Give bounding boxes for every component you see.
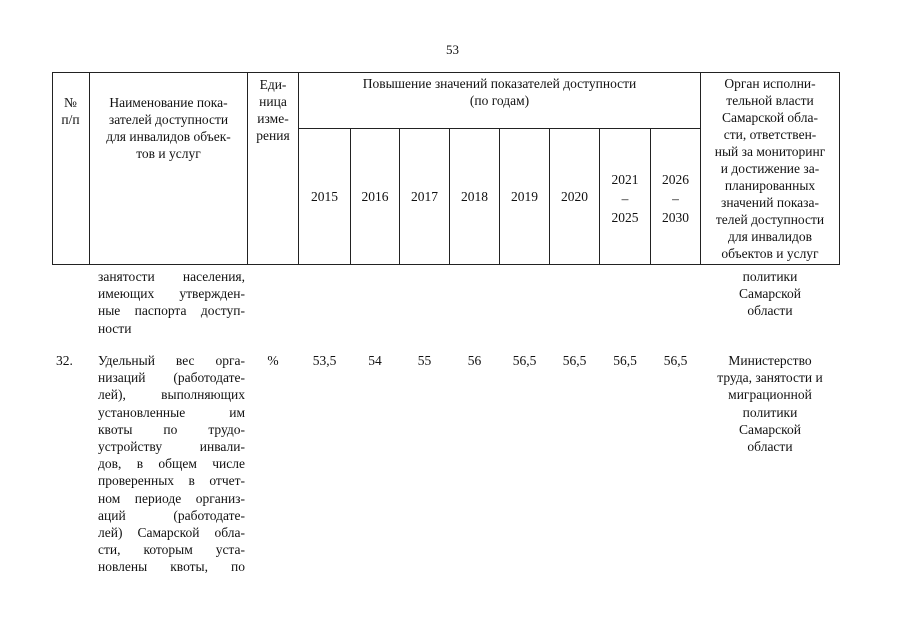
name-line: ные паспорта доступ- xyxy=(98,303,245,319)
row-32-value-2018: 56 xyxy=(467,353,482,368)
header-text: сти, ответствен- xyxy=(723,127,817,142)
header-text: – xyxy=(621,191,629,206)
header-top-border xyxy=(52,72,840,73)
organ-line: Самарской xyxy=(738,286,802,302)
name-line: проверенных в отчет- xyxy=(98,473,245,489)
header-text: Орган исполни- xyxy=(724,76,816,91)
organ-line: политики xyxy=(742,404,798,420)
header-text: 2026 xyxy=(662,172,689,187)
name-line: дов, в общем числе xyxy=(98,456,245,472)
header-text: объектов и услуг xyxy=(721,246,819,261)
row-32-value-2026-2030: 56,5 xyxy=(663,353,688,368)
row-32-name xyxy=(98,352,245,576)
header-text: тельной власти xyxy=(726,93,814,108)
organ-line: Самарской xyxy=(738,421,802,437)
header-text: значений показа- xyxy=(721,195,819,210)
header-text: Еди- xyxy=(259,77,287,92)
name-line: лей) Самарской обла- xyxy=(98,525,245,541)
header-number xyxy=(52,94,89,128)
header-text: и достижение за- xyxy=(720,161,820,176)
year-2015: 2015 xyxy=(311,189,338,204)
year-2026-2030 xyxy=(651,170,700,227)
name-line: квоты по трудо- xyxy=(98,421,245,437)
header-text: зателей доступности xyxy=(108,112,229,127)
header-text: 2030 xyxy=(662,210,689,225)
row-32-unit: % xyxy=(267,353,279,368)
organ-line: миграционной xyxy=(728,387,812,403)
organ-line: труда, занятости и xyxy=(717,370,823,386)
row-32-value-2015: 53,5 xyxy=(312,353,337,368)
row-32-value-2019: 56,5 xyxy=(512,353,537,368)
header-text: рения xyxy=(256,128,290,143)
header-text: телей доступности xyxy=(715,212,825,227)
header-name xyxy=(90,94,247,162)
header-unit xyxy=(248,76,298,144)
name-line: ном периоде организ- xyxy=(98,490,245,506)
organ-line: Министерство xyxy=(728,353,812,368)
name-line: установленные им xyxy=(98,404,245,420)
year-2017: 2017 xyxy=(411,189,438,204)
header-text: изме- xyxy=(257,111,289,126)
row-32-organ xyxy=(701,352,839,455)
header-text: для инвалидов объек- xyxy=(106,129,231,144)
header-text: для инвалидов xyxy=(728,229,812,244)
organ-line: области xyxy=(747,303,793,319)
header-bottom-border xyxy=(52,264,840,265)
name-line: имеющих утвержден- xyxy=(98,286,245,302)
header-text: Наименование пока- xyxy=(109,95,228,110)
header-text: Повышение значений показателей доступности xyxy=(362,76,637,91)
year-2018: 2018 xyxy=(461,189,488,204)
header-text: Самарской обла- xyxy=(722,110,818,125)
organ-line: области xyxy=(747,439,793,455)
organ-line: политики xyxy=(742,269,798,284)
year-2019: 2019 xyxy=(511,189,538,204)
row-32-value-2021-2025: 56,5 xyxy=(613,353,637,368)
header-increase xyxy=(299,75,700,109)
header-text: 2021 xyxy=(611,172,639,187)
name-line: новлены квоты, по xyxy=(98,559,245,575)
header-text: планированных xyxy=(724,178,816,193)
continued-row-name xyxy=(98,268,245,337)
col-border xyxy=(839,72,840,265)
header-text: – xyxy=(672,191,679,206)
year-2020: 2020 xyxy=(561,189,588,204)
header-text: ница xyxy=(259,94,287,109)
row-32-number: 32. xyxy=(56,353,73,368)
year-2021-2025 xyxy=(600,170,650,227)
row-32-value-2016: 54 xyxy=(368,353,382,368)
name-line: аций (работодате- xyxy=(98,507,245,523)
table-header xyxy=(52,72,840,264)
header-text: № xyxy=(64,95,77,110)
name-line: устройству инвали- xyxy=(98,439,245,455)
name-line: лей), выполняющих xyxy=(98,387,245,403)
header-text: п/п xyxy=(61,112,80,127)
row-32-value-2017: 55 xyxy=(417,353,432,368)
header-text: ный за мониторинг xyxy=(714,144,826,159)
header-text: 2025 xyxy=(611,210,639,225)
header-organ xyxy=(701,75,839,262)
header-text: (по годам) xyxy=(469,93,530,108)
name-line: Удельный вес орга- xyxy=(98,353,245,368)
name-line: низаций (работодате- xyxy=(98,370,245,386)
continued-row-organ xyxy=(701,268,839,320)
row-32-value-2020: 56,5 xyxy=(562,353,587,368)
header-text: тов и услуг xyxy=(136,146,201,161)
name-line: сти, которым уста- xyxy=(98,542,245,558)
page-number: 53 xyxy=(446,42,459,57)
year-2016: 2016 xyxy=(361,189,389,204)
name-line: занятости населения, xyxy=(98,269,245,284)
name-line: ности xyxy=(98,320,132,336)
